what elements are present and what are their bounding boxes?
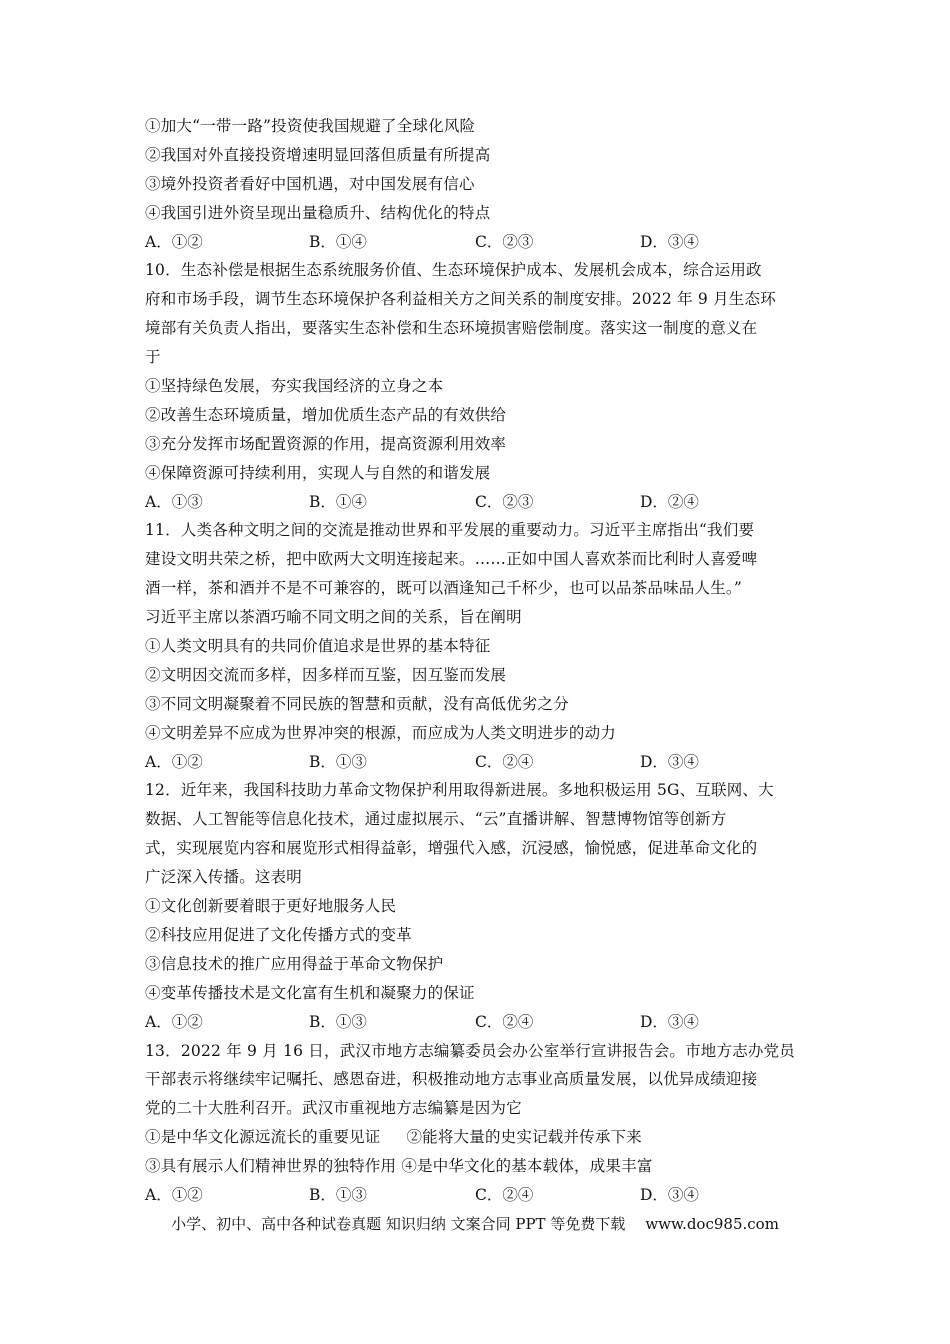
option-a: A．①②: [145, 1185, 203, 1204]
option-c: C．②④: [475, 752, 534, 771]
option-a: A．①③: [145, 492, 203, 511]
option-b: B．①③: [309, 1185, 367, 1204]
question-stem: 于: [145, 348, 161, 367]
choice-item: ②我国对外直接投资增速明显回落但质量有所提高: [145, 145, 491, 164]
answer-options: [145, 748, 815, 777]
option-b: B．①④: [309, 492, 367, 511]
choice-item: ④变革传播技术是文化富有生机和凝聚力的保证: [145, 983, 475, 1002]
choice-item: ④保障资源可持续利用，实现人与自然的和谐发展: [145, 463, 491, 482]
question-13: [145, 1037, 815, 1210]
question-stem: 12．近年来，我国科技助力革命文物保护利用取得新进展。多地积极运用 5G、互联网、大: [145, 781, 774, 800]
choice-item: ③信息技术的推广应用得益于革命文物保护: [145, 954, 444, 973]
option-b: B．①④: [309, 232, 367, 251]
question-stem: 广泛深入传播。这表明: [145, 868, 303, 887]
question-stem: 建设文明共荣之桥，把中欧两大文明连接起来。……正如中国人喜欢茶而比利时人喜爱啤: [145, 550, 758, 569]
choice-item: ①加大“一带一路”投资使我国规避了全球化风险: [145, 117, 476, 135]
question-stem: 13．2022 年 9 月 16 日，武汉市地方志编纂委员会办公室举行宣讲报告会。市地方志办党员: [145, 1041, 795, 1060]
question-stem: 党的二十大胜利召开。武汉市重视地方志编纂是因为它: [145, 1099, 522, 1118]
option-b: B．①③: [309, 1012, 367, 1031]
choice-item: ③具有展示人们精神世界的独特作用 ④是中华文化的基本载体，成果丰富: [145, 1157, 653, 1176]
option-c: C．②④: [475, 1185, 534, 1204]
option-b: B．①③: [309, 752, 367, 771]
question-stem: 干部表示将继续牢记嘱托、感恩奋进，积极推动地方志事业高质量发展，以优异成绩迎接: [145, 1070, 758, 1089]
question-stem: 府和市场手段，调节生态环境保护各利益相关方之间关系的制度安排。2022 年 9 月生态环: [145, 290, 776, 309]
option-a: A．①②: [145, 752, 203, 771]
choice-item: ①文化创新要着眼于更好地服务人民: [145, 897, 397, 916]
question-stem: 酒一样，茶和酒并不是不可兼容的，既可以酒逢知己千杯少，也可以品茶品味品人生。”: [145, 579, 742, 598]
choice-item: ②科技应用促进了文化传播方式的变革: [145, 925, 412, 944]
choice-item: ①人类文明具有的共同价值追求是世界的基本特征: [145, 637, 491, 656]
answer-options: [145, 488, 815, 517]
option-d: D．③④: [640, 1012, 699, 1031]
option-d: D．③④: [640, 1185, 699, 1204]
question-stem: 10．生态补偿是根据生态系统服务价值、生态环境保护成本、发展机会成本，综合运用政: [145, 261, 762, 280]
question-11: [145, 516, 815, 776]
answer-options: [145, 228, 815, 257]
option-a: A．①②: [145, 1012, 203, 1031]
answer-options: [145, 1008, 815, 1037]
question-9-tail: [145, 112, 815, 256]
choice-item: ①坚持绿色发展，夯实我国经济的立身之本: [145, 377, 444, 396]
choice-item: ③境外投资者看好中国机遇，对中国发展有信心: [145, 174, 475, 193]
option-c: C．②③: [475, 492, 534, 511]
option-d: D．②④: [640, 492, 699, 511]
choice-item: ②改善生态环境质量，增加优质生态产品的有效供给: [145, 405, 507, 424]
question-12: [145, 776, 815, 1036]
choice-item: ④文明差异不应成为世界冲突的根源，而应成为人类文明进步的动力: [145, 723, 617, 742]
choice-item: ③充分发挥市场配置资源的作用，提高资源利用效率: [145, 434, 507, 453]
choice-item: ③不同文明凝聚着不同民族的智慧和贡献，没有高低优劣之分: [145, 694, 569, 713]
choice-item: ④我国引进外资呈现出量稳质升、结构优化的特点: [145, 203, 491, 222]
choice-item: ①是中华文化源远流长的重要见证 ②能将大量的史实记载并传承下来: [145, 1128, 642, 1147]
footer-website-link[interactable]: www.doc985.com: [645, 1215, 779, 1233]
question-10: [145, 256, 815, 516]
question-stem: 式，实现展览内容和展览形式相得益彰，增强代入感，沉浸感，愉悦感，促进革命文化的: [145, 839, 758, 858]
option-c: C．②④: [475, 1012, 534, 1031]
option-c: C．②③: [475, 232, 534, 251]
question-stem: 11．人类各种文明之间的交流是推动世界和平发展的重要动力。习近平主席指出“我们要: [145, 521, 755, 540]
choice-item: ②文明因交流而多样，因多样而互鉴，因互鉴而发展: [145, 665, 507, 684]
question-stem: 境部有关负责人指出，要落实生态补偿和生态环境损害赔偿制度。落实这一制度的意义在: [145, 319, 758, 338]
option-d: D．③④: [640, 232, 699, 251]
page-footer: [0, 1212, 950, 1236]
answer-options: [145, 1181, 815, 1210]
footer-text: 小学、初中、高中各种试卷真题 知识归纳 文案合同 PPT 等免费下载: [171, 1215, 626, 1233]
question-stem: 习近平主席以茶酒巧喻不同文明之间的关系，旨在阐明: [145, 608, 522, 627]
option-d: D．③④: [640, 752, 699, 771]
exam-page: [145, 112, 815, 1210]
option-a: A．①②: [145, 232, 203, 251]
question-stem: 数据、人工智能等信息化技术，通过虚拟展示、“云”直播讲解、智慧博物馆等创新方: [145, 810, 727, 829]
